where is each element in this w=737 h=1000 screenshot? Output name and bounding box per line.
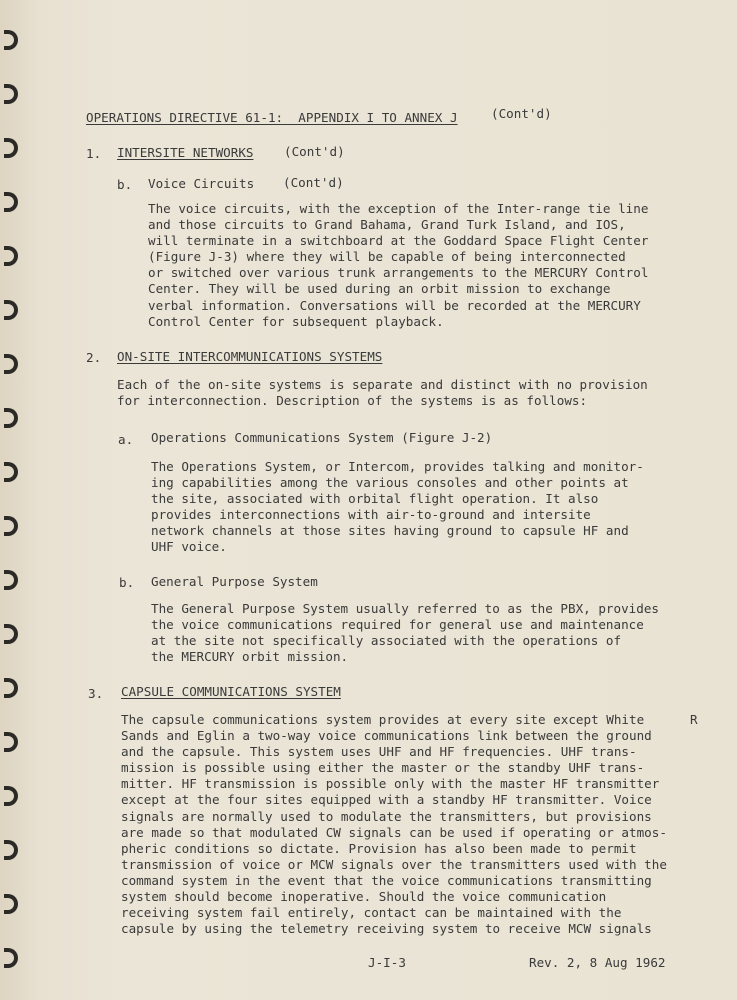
subsection-1b-contd: (Cont'd) <box>283 175 344 190</box>
binder-ring <box>4 408 18 428</box>
binder-ring <box>4 192 18 212</box>
binder-ring <box>4 462 18 482</box>
revision-date: Rev. 2, 8 Aug 1962 <box>529 955 666 970</box>
binder-ring <box>4 84 18 104</box>
section-1-number: 1. <box>86 146 102 161</box>
binder-ring <box>4 516 18 536</box>
subsection-2b-letter: b. <box>119 575 135 590</box>
binder-ring <box>4 30 18 50</box>
section-1-heading: INTERSITE NETWORKS <box>117 145 254 160</box>
subsection-1b-letter: b. <box>117 177 133 192</box>
revision-mark: R <box>690 712 698 727</box>
binder-ring <box>4 840 18 860</box>
page-number: J-I-3 <box>368 955 406 970</box>
operations-system-paragraph: The Operations System, or Intercom, provides talking and monitor- ing capabilities among the various consoles and other points at the site, associated with orbital flight operation. It also provides interconnections with air-to-ground and intersite network channels at those sites having ground to capsule HF and UHF voice. <box>151 459 644 555</box>
binder-ring <box>4 786 18 806</box>
binder-ring <box>4 624 18 644</box>
document-title: OPERATIONS DIRECTIVE 61-1: APPENDIX I TO ANNEX J <box>86 110 458 125</box>
binder-ring <box>4 246 18 266</box>
capsule-communications-paragraph: The capsule communications system provides at every site except White Sands and Eglin a two-way voice communications link between the ground and the capsule. This system uses UHF and HF frequencies. UHF trans- mission is possible using either the master or the standby UHF trans- mitter. HF transmission is possible only with the master HF transmitter except at the four sites equipped with a standby HF transmitter. Voice signals are normally used to modulate the transmitters, but provisions are made so that modulated CW signals can be used if operating or atmos- pheric conditions so dictate. Provision has also been made to permit transmission of voice or MCW signals over the transmitters used with the command system in the event that the voice communications transmitting system should become inoperative. Should the voice communication receiving system fail entirely, contact can be maintained with the capsule by using the telemetry receiving system to receive MCW signals <box>121 712 667 937</box>
subsection-1b-heading: Voice Circuits <box>148 176 255 191</box>
voice-circuits-paragraph: The voice circuits, with the exception of the Inter-range tie line and those circuits to Grand Bahama, Grand Turk Island, and IOS, will terminate in a switchboard at the Goddard Space Flight Center (Figure J-3) where they will be capable of being interconnected or switched over various trunk arrangements to the MERCURY Control Center. They will be used during an orbit mission to exchange verbal information. Conversations will be recorded at the MERCURY Control Center for subsequent playback. <box>148 201 649 329</box>
general-purpose-paragraph: The General Purpose System usually referred to as the PBX, provides the voice communications required for general use and maintenance at the site not specifically associated with the operations of the MERCURY orbit mission. <box>151 601 659 665</box>
binder-ring <box>4 678 18 698</box>
binder-ring <box>4 300 18 320</box>
title-contd: (Cont'd) <box>491 106 552 121</box>
binder-ring <box>4 138 18 158</box>
binder-ring <box>4 948 18 968</box>
section-3-heading: CAPSULE COMMUNICATIONS SYSTEM <box>121 684 341 699</box>
section-3-number: 3. <box>88 686 104 701</box>
section-2-number: 2. <box>86 350 102 365</box>
section-2-heading: ON-SITE INTERCOMMUNICATIONS SYSTEMS <box>117 349 383 364</box>
binder-ring <box>4 354 18 374</box>
binder-ring <box>4 570 18 590</box>
subsection-2a-heading: Operations Communications System (Figure J-2) <box>151 430 493 445</box>
subsection-2a-letter: a. <box>118 432 134 447</box>
binder-ring <box>4 894 18 914</box>
section-1-contd: (Cont'd) <box>284 144 345 159</box>
binder-ring <box>4 732 18 752</box>
subsection-2b-heading: General Purpose System <box>151 574 318 589</box>
on-site-intro-paragraph: Each of the on-site systems is separate and distinct with no provision for interconnection. Description of the systems is as follows: <box>117 377 648 409</box>
